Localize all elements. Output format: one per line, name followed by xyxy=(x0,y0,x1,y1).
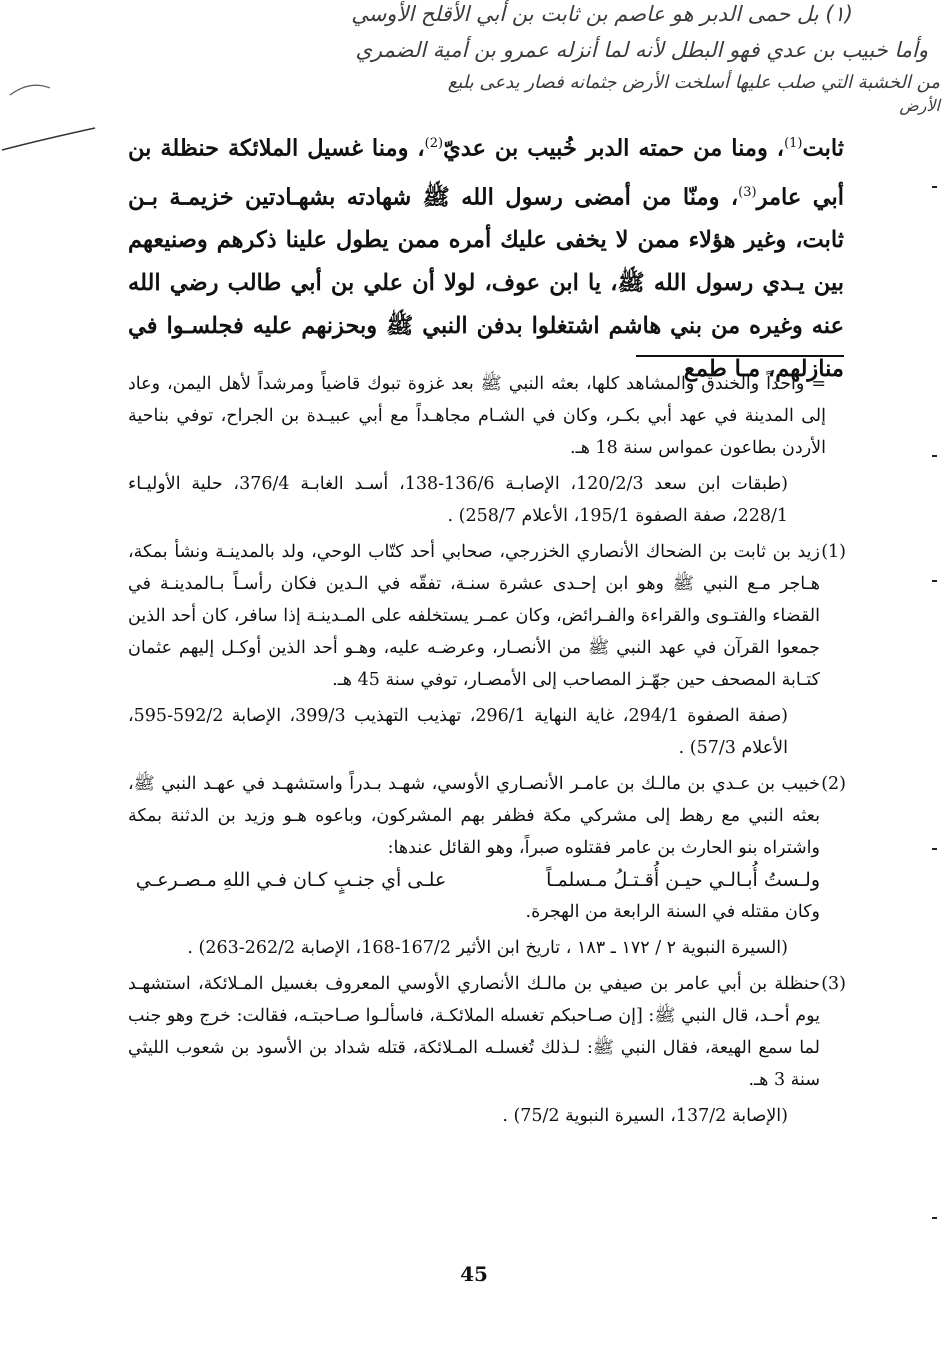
footnote-continued xyxy=(128,368,846,464)
main-text-segment: ، ومنّا من أمضى رسول الله ﷺ شهادته بشهـادتين خزيمـة بـن ثابت، وغير هؤلاء ممن لا يخفى عليك أمره ممن يطول علينا ذكرهم وصنيعهم بين يـدي رسول الله ﷺ، يا ابن عوف، لولا أن علي بن أبي طالب رضي الله عنه وغيره من بني هاشم اشتغلوا بدفن النبي ﷺ وبحزنهم عليه فجلسـوا في منازلهم، مـا طمع xyxy=(128,184,844,382)
pen-stroke xyxy=(0,0,120,160)
handwritten-line: الأرض xyxy=(899,96,940,115)
footnote-source: (الإصابة 137/2، السيرة النبوية 75/2) . xyxy=(502,1106,788,1126)
main-text-segment: ، ومنا غسيل الملائكة حنظلة بن أبي عامر xyxy=(128,135,844,210)
footnote-1 xyxy=(128,536,846,696)
handwritten-line: (١) بل حمى الدبر هو عاصم بن ثابت بن أبي الأقلح الأوسي xyxy=(351,2,853,26)
footnote-text: حنظلة بن أبي عامر بن صيفي بن مالـك الأنصاري الأوسي المعروف بغسيل المـلائكة، استشهـد يوم أحـد، قال النبي ﷺ: [إن صـاحبكم تغسله الملائكـة، فاسألـوا صـاحبتـه، فقالت: خرج وهو جنب لما سمع الهيعة، فقال النبي ﷺ: لـذلك تُغسلـه المـلائكة، قتله شداد بن الأسود بن شعوب الليثي سنة 3 هـ. xyxy=(128,974,820,1090)
footnote-separator xyxy=(636,355,844,357)
main-body-text xyxy=(128,122,844,391)
footnote-reference-3[interactable]: (3) xyxy=(738,184,757,200)
scan-mark xyxy=(932,848,937,850)
footnote-marker: (2) xyxy=(821,774,846,794)
footnote-text: خبيب بن عـدي بن مالـك بن عامـر الأنصـاري الأوسي، شهـد بـدراً واستشهـد في عهـد النبي ﷺ، بعثه النبي مع رهط إلى مشركي مكة فظفر بهم المشركون، وباعوه هـو وزيد بن الدثنة بمكة واشتراه بنو الحارث بن عامر فقتلوه صبراً، وهو القائل عندها: xyxy=(128,774,820,858)
handwritten-annotation xyxy=(0,0,948,125)
scan-mark xyxy=(932,580,937,582)
footnote-reference-1[interactable]: (1) xyxy=(784,136,803,151)
footnote-2 xyxy=(128,768,846,864)
footnote-text: زيد بن ثابت بن الضحاك الأنصاري الخزرجي، صحابي أحد كتّاب الوحي، ولد بالمدينـة ونشأ بمكة، هـاجر مـع النبي ﷺ وهو ابن إحـدى عشرة سنـة، تفقّه في الـدين فكان رأسـاً بـالمدينـة في القضاء والفتـوى والقراءة والفـرائض، وكان عمـر يستخلفه على المـدينـة إذا سافر، كان أحد الذين جمعوا القرآن في عهد النبي ﷺ من الأنصـار، وعرضـه عليه، وهـو أحد الذين أوكـل إليهم عثمان كتـابة المصحف حين جهّـز المصاحب إلى الأمصـار، توفي سنة 45 هـ. xyxy=(128,542,820,690)
verse-second-hemistich: علـى أي جنـبٍ كـان فـي اللهِ مـصـرعـي xyxy=(135,869,447,891)
footnote-marker: (3) xyxy=(821,974,846,994)
footnotes-section xyxy=(128,368,846,1136)
footnote-source: (صفة الصفوة 294/1، غاية النهاية 296/1، تهذيب التهذيب 399/3، الإصابة 592/2-595، الأعلام 57/3) . xyxy=(128,706,789,758)
handwritten-line: من الخشبة التي صلب عليها أسلخت الأرض جثمانه فصار يدعى بليع xyxy=(447,72,940,93)
footnote-marker: (1) xyxy=(821,542,846,562)
main-text-segment: ، ومنا من حمته الدبر خُبيب بن عديّ xyxy=(443,135,785,162)
footnote-text: وكان مقتله في السنة الرابعة من الهجرة. xyxy=(525,902,820,922)
footnote-source: (طبقات ابن سعد 120/2/3، الإصابـة 136/6-138، أسـد الغابـة 376/4، حلية الأوليـاء 228/1، صفة الصفوة 195/1، الأعلام 258/7) . xyxy=(128,474,788,526)
scan-mark xyxy=(932,1217,937,1219)
verse-first-hemistich: ولـستُ أُبـالـي حيـن أُقـتـلُ مـسلمـاً xyxy=(546,869,820,891)
poem-verse xyxy=(128,864,846,896)
page-number: 45 xyxy=(460,1262,488,1286)
main-text-segment: ثابت xyxy=(802,135,844,162)
footnote-source: (السيرة النبوية ٢ / ١٧٢ ـ ١٨٣ ، تاريخ ابن الأثير 167/2-168، الإصابة 262/2-263) . xyxy=(187,938,788,958)
handwritten-line: وأما خبيب بن عدي فهو البطل لأنه لما أنزله عمرو بن أمية الضمري xyxy=(355,38,928,62)
footnote-reference-2[interactable]: (2) xyxy=(424,136,444,151)
scan-mark xyxy=(932,186,937,188)
footnote-continued-text: = وأحداً والخندق والمشاهد كلها، بعثه النبي ﷺ بعد غزوة تبوك قاضياً ومرشداً لأهل اليمن، وعاد إلى المدينة في عهد أبي بكـر، وكان في الشـام مجاهـداً مع أبي عبيـدة بن الجراح، توفي بناحية الأردن بطاعون عمواس سنة 18 هـ. xyxy=(128,374,826,458)
footnote-3 xyxy=(128,968,846,1096)
scan-mark xyxy=(932,455,937,457)
